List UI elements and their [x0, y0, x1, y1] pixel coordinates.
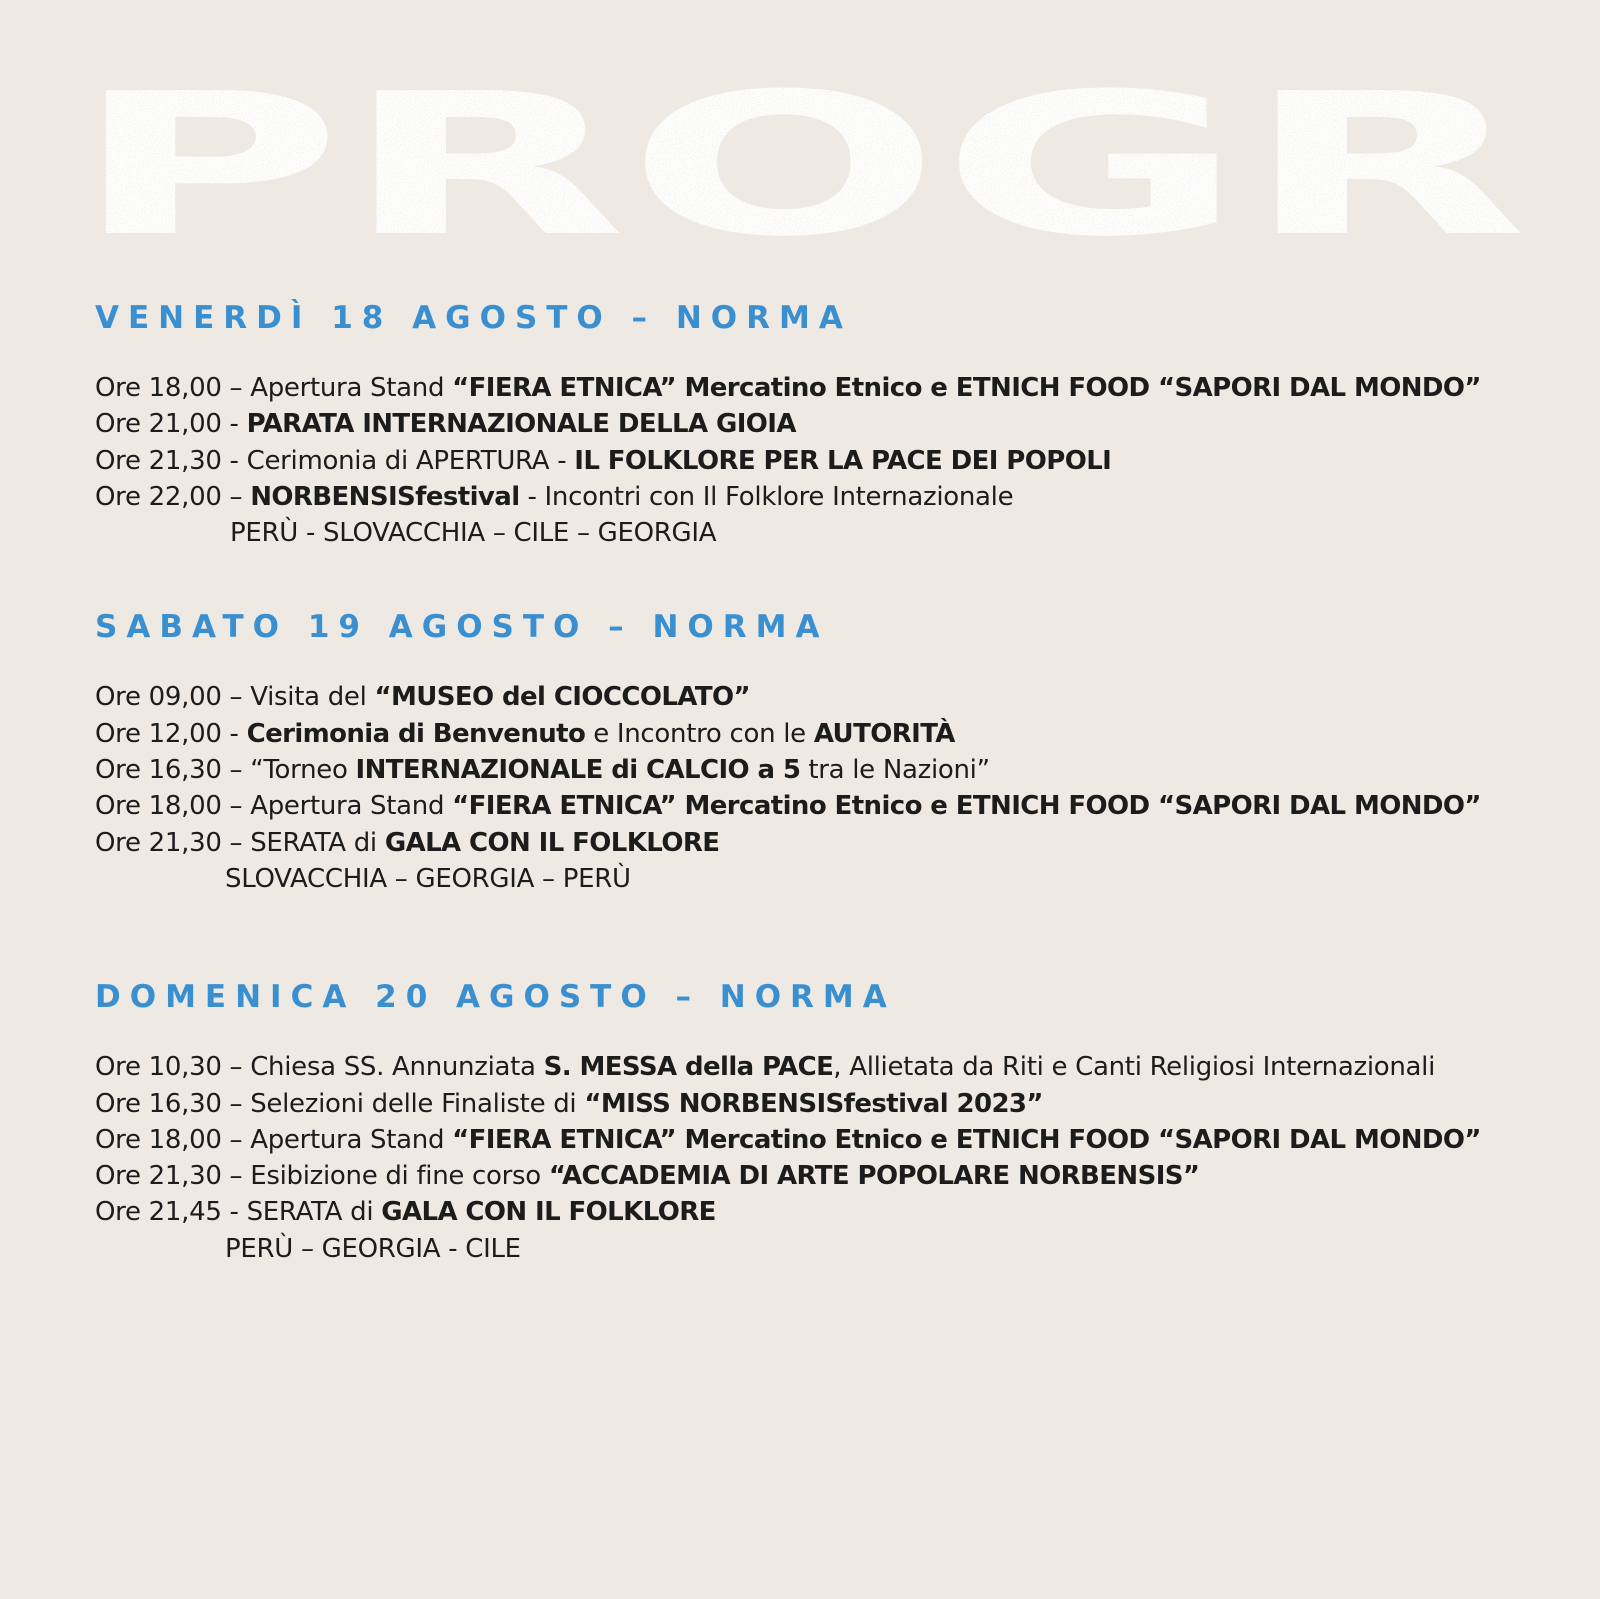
line-text: Ore 21,30 – SERATA di — [95, 827, 385, 858]
countries-line — [95, 861, 1555, 897]
schedule-line — [95, 1122, 1555, 1158]
line-bold: PARATA INTERNAZIONALE DELLA GIOIA — [246, 409, 796, 440]
line-text: Ore 22,00 – — [95, 481, 251, 512]
line-bold: “ACCADEMIA DI ARTE POPOLARE NORBENSIS” — [548, 1161, 1200, 1192]
schedule-line — [95, 1194, 1555, 1230]
line-text: Ore 18,00 – Apertura Stand — [95, 791, 453, 822]
line-text: tra le Nazioni” — [800, 755, 990, 786]
schedule-line — [95, 1158, 1555, 1194]
schedule — [95, 300, 1555, 1325]
line-bold: “FIERA ETNICA” Mercatino Etnico e ETNICH FOOD “SAPORI DAL MONDO” — [452, 1124, 1481, 1155]
line-bold: IL FOLKLORE PER LA PACE DEI POPOLI — [574, 445, 1112, 476]
line-text: PERÙ – GEORGIA - CILE — [225, 1233, 521, 1264]
day-friday — [95, 300, 1555, 551]
line-text: Ore 16,30 – Selezioni delle Finaliste di — [95, 1088, 585, 1119]
line-text: Ore 12,00 - — [95, 718, 247, 749]
line-text: Ore 09,00 – Visita del — [95, 682, 375, 713]
line-text: Ore 18,00 – Apertura Stand — [95, 1124, 453, 1155]
schedule-line — [95, 752, 1555, 788]
countries-line — [95, 515, 1555, 551]
line-text: Ore 18,00 – Apertura Stand — [95, 373, 453, 403]
line-text: Ore 21,30 – Esibizione di fine corso — [95, 1161, 549, 1192]
line-text: Ore 21,30 - Cerimonia di APERTURA - — [95, 445, 575, 476]
schedule-line — [95, 679, 1555, 715]
line-bold: “FIERA ETNICA” Mercatino Etnico e ETNICH FOOD “SAPORI DAL MONDO” — [452, 791, 1481, 822]
schedule-line — [95, 1086, 1555, 1122]
line-text: Ore 10,30 – Chiesa SS. Annunziata — [95, 1052, 544, 1083]
line-text: , Allietata da Riti e Canti Religiosi Internazionali — [833, 1052, 1436, 1083]
line-bold: “MUSEO del CIOCCOLATO” — [374, 682, 750, 713]
line-bold: Cerimonia di Benvenuto — [246, 718, 586, 749]
line-text: Ore 21,00 - — [95, 409, 247, 440]
line-bold: NORBENSISfestival — [250, 481, 520, 512]
day-title: DOMENICA 20 AGOSTO – NORMA — [95, 979, 896, 1016]
banner-lettering — [0, 70, 1600, 260]
line-text: e Incontro con le — [585, 718, 814, 749]
schedule-line — [95, 716, 1555, 752]
line-text: - Incontri con Il Folklore Internazionale — [519, 481, 1014, 512]
programma-banner — [0, 70, 1600, 260]
line-bold: INTERNAZIONALE di CALCIO a 5 — [355, 755, 801, 786]
schedule-line — [95, 825, 1555, 861]
day-saturday — [95, 609, 1555, 897]
line-bold: S. MESSA della PACE — [543, 1052, 834, 1083]
line-text: Ore 21,45 - SERATA di — [95, 1197, 382, 1228]
line-bold: AUTORITÀ — [813, 718, 955, 749]
schedule-line — [95, 370, 1555, 406]
line-bold: “FIERA ETNICA” Mercatino Etnico e ETNICH FOOD “SAPORI DAL MONDO” — [452, 373, 1481, 403]
schedule-line — [95, 443, 1555, 479]
line-bold: GALA CON IL FOLKLORE — [381, 1197, 716, 1228]
day-sunday — [95, 979, 1555, 1267]
day-title: VENERDÌ 18 AGOSTO – NORMA — [95, 300, 852, 336]
line-bold: GALA CON IL FOLKLORE — [384, 827, 720, 858]
day-title: SABATO 19 AGOSTO – NORMA — [95, 609, 829, 646]
banner-text: PROGR — [72, 70, 1528, 260]
line-text: SLOVACCHIA – GEORGIA – PERÙ — [225, 863, 631, 894]
schedule-line — [95, 479, 1555, 515]
schedule-line — [95, 406, 1555, 442]
line-text: PERÙ - SLOVACCHIA – CILE – GEORGIA — [230, 518, 717, 549]
line-bold: “MISS NORBENSISfestival 2023” — [584, 1088, 1043, 1119]
line-text: Ore 16,30 – “Torneo — [95, 755, 356, 786]
countries-line — [95, 1231, 1555, 1267]
schedule-line — [95, 1049, 1555, 1085]
schedule-line — [95, 788, 1555, 824]
